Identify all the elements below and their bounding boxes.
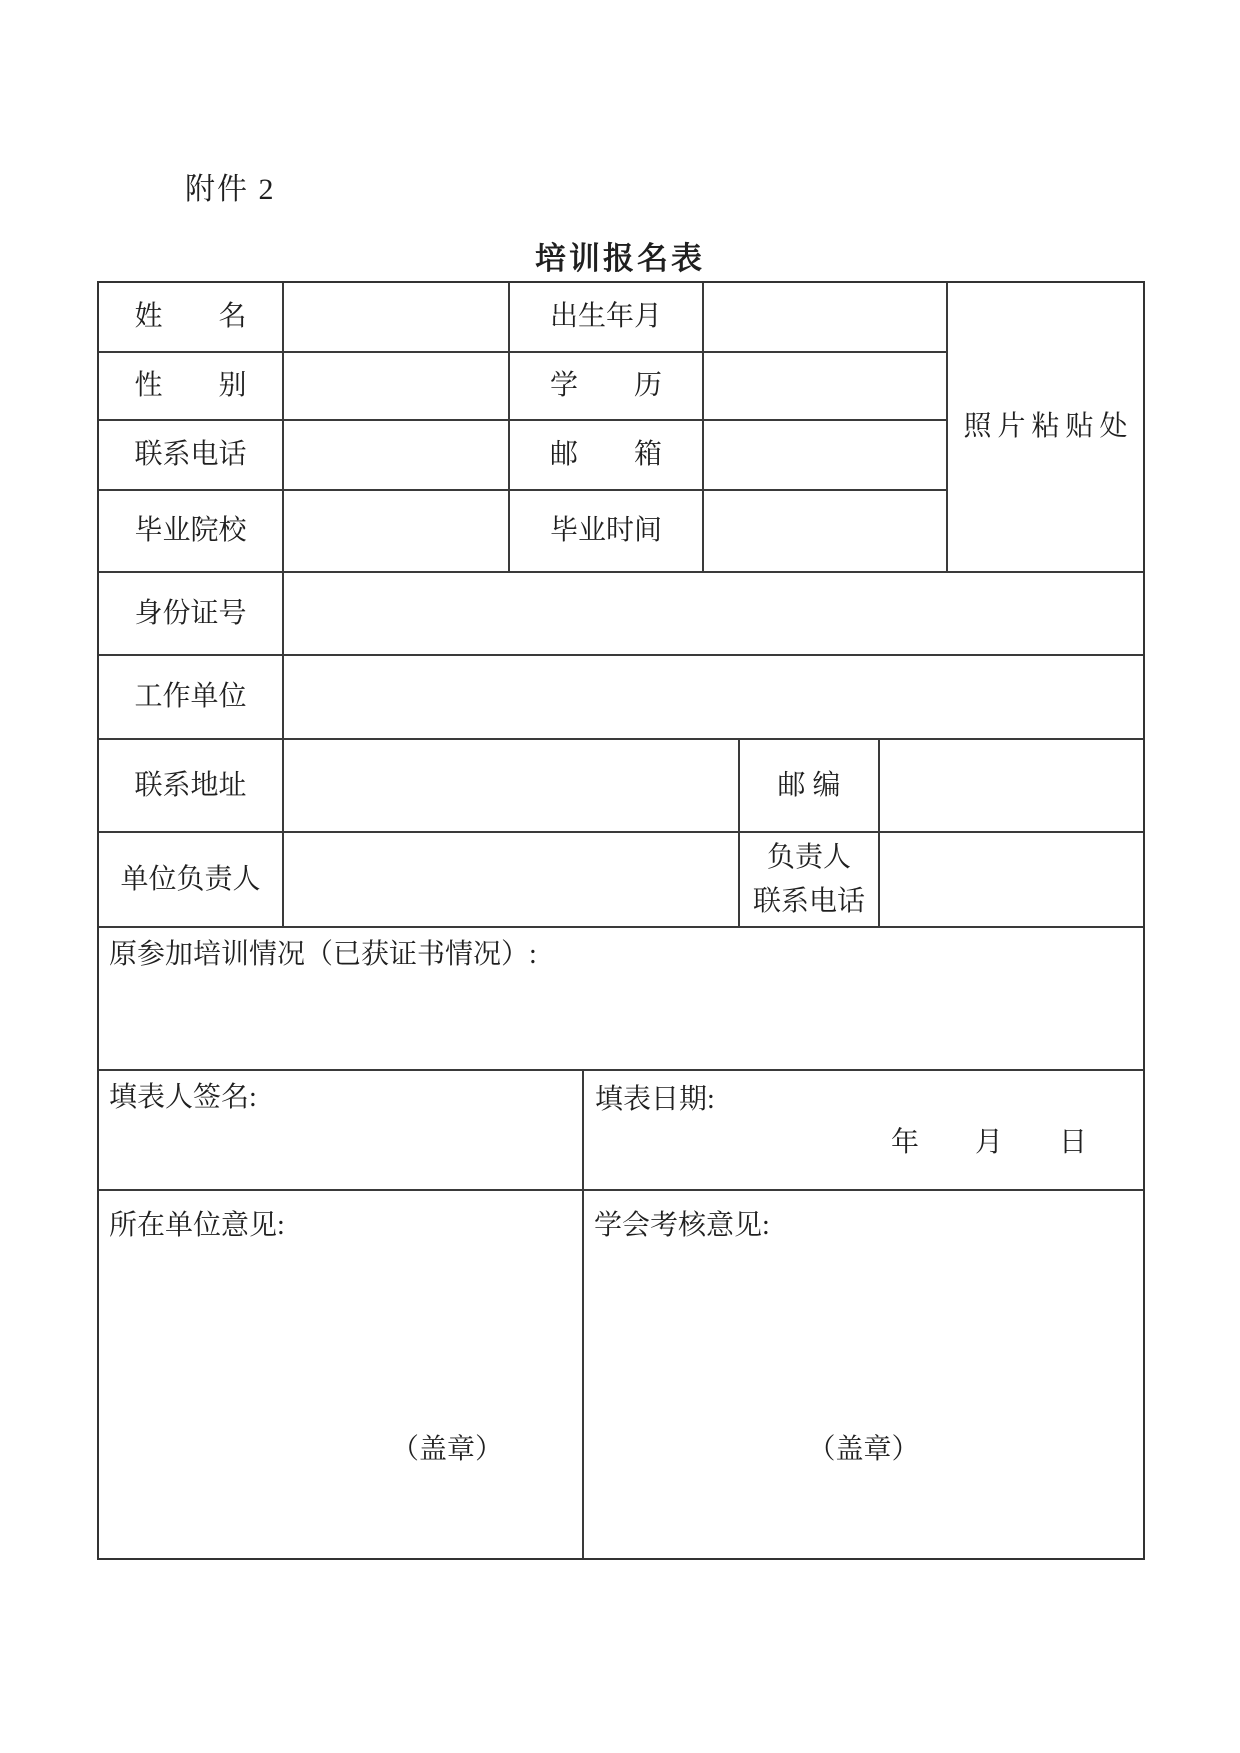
training-history-label: 原参加培训情况（已获证书情况）: xyxy=(109,939,537,970)
fill-date-label: 填表日期: xyxy=(595,1084,715,1115)
id-number-label: 身份证号 xyxy=(99,573,284,656)
gender-input-cell[interactable] xyxy=(284,353,510,421)
unit-head-input-cell[interactable] xyxy=(284,833,740,928)
head-phone-label-text: 负责人 联系电话 xyxy=(752,842,865,917)
unit-head-label: 单位负责人 xyxy=(99,833,284,928)
contact-phone-input-cell[interactable] xyxy=(284,421,510,491)
photo-paste-area[interactable]: 照片粘贴处 xyxy=(948,283,1143,573)
unit-seal-note: （盖章） xyxy=(391,1434,504,1465)
society-seal-note: （盖章） xyxy=(807,1434,920,1465)
graduation-time-input-cell[interactable] xyxy=(704,491,948,573)
work-unit-label: 工作单位 xyxy=(99,656,284,740)
graduate-school-input-cell[interactable] xyxy=(284,491,510,573)
attachment-label: 附件 2 xyxy=(185,173,276,206)
postal-code-label: 邮 编 xyxy=(740,740,880,833)
unit-opinion-cell[interactable] xyxy=(99,1191,584,1558)
graduation-time-label: 毕业时间 xyxy=(510,491,704,573)
postal-code-input-cell[interactable] xyxy=(880,740,1143,833)
head-phone-input-cell[interactable] xyxy=(880,833,1143,928)
email-input-cell[interactable] xyxy=(704,421,948,491)
id-number-input-cell[interactable] xyxy=(284,573,1143,656)
name-label: 姓 名 xyxy=(99,283,284,353)
work-unit-input-cell[interactable] xyxy=(284,656,1143,740)
education-label: 学 历 xyxy=(510,353,704,421)
registration-form-table xyxy=(97,281,1145,1560)
society-opinion-label: 学会考核意见: xyxy=(594,1210,770,1241)
education-input-cell[interactable] xyxy=(704,353,948,421)
contact-address-label: 联系地址 xyxy=(99,740,284,833)
unit-opinion-label: 所在单位意见: xyxy=(109,1210,285,1241)
birth-date-label: 出生年月 xyxy=(510,283,704,353)
graduate-school-label: 毕业院校 xyxy=(99,491,284,573)
contact-address-input-cell[interactable] xyxy=(284,740,740,833)
birth-date-input-cell[interactable] xyxy=(704,283,948,353)
society-opinion-cell[interactable] xyxy=(584,1191,1143,1558)
head-phone-label xyxy=(740,833,880,928)
fill-date-cell[interactable] xyxy=(584,1071,1143,1191)
training-history-cell[interactable] xyxy=(99,928,1143,1071)
signer-cell[interactable] xyxy=(99,1071,584,1191)
name-input-cell[interactable] xyxy=(284,283,510,353)
gender-label: 性 别 xyxy=(99,353,284,421)
fill-date-blank-line: 年 月 日 xyxy=(890,1126,1087,1158)
email-label: 邮 箱 xyxy=(510,421,704,491)
signer-label: 填表人签名: xyxy=(109,1082,257,1113)
form-title: 培训报名表 xyxy=(535,241,705,276)
contact-phone-label: 联系电话 xyxy=(99,421,284,491)
